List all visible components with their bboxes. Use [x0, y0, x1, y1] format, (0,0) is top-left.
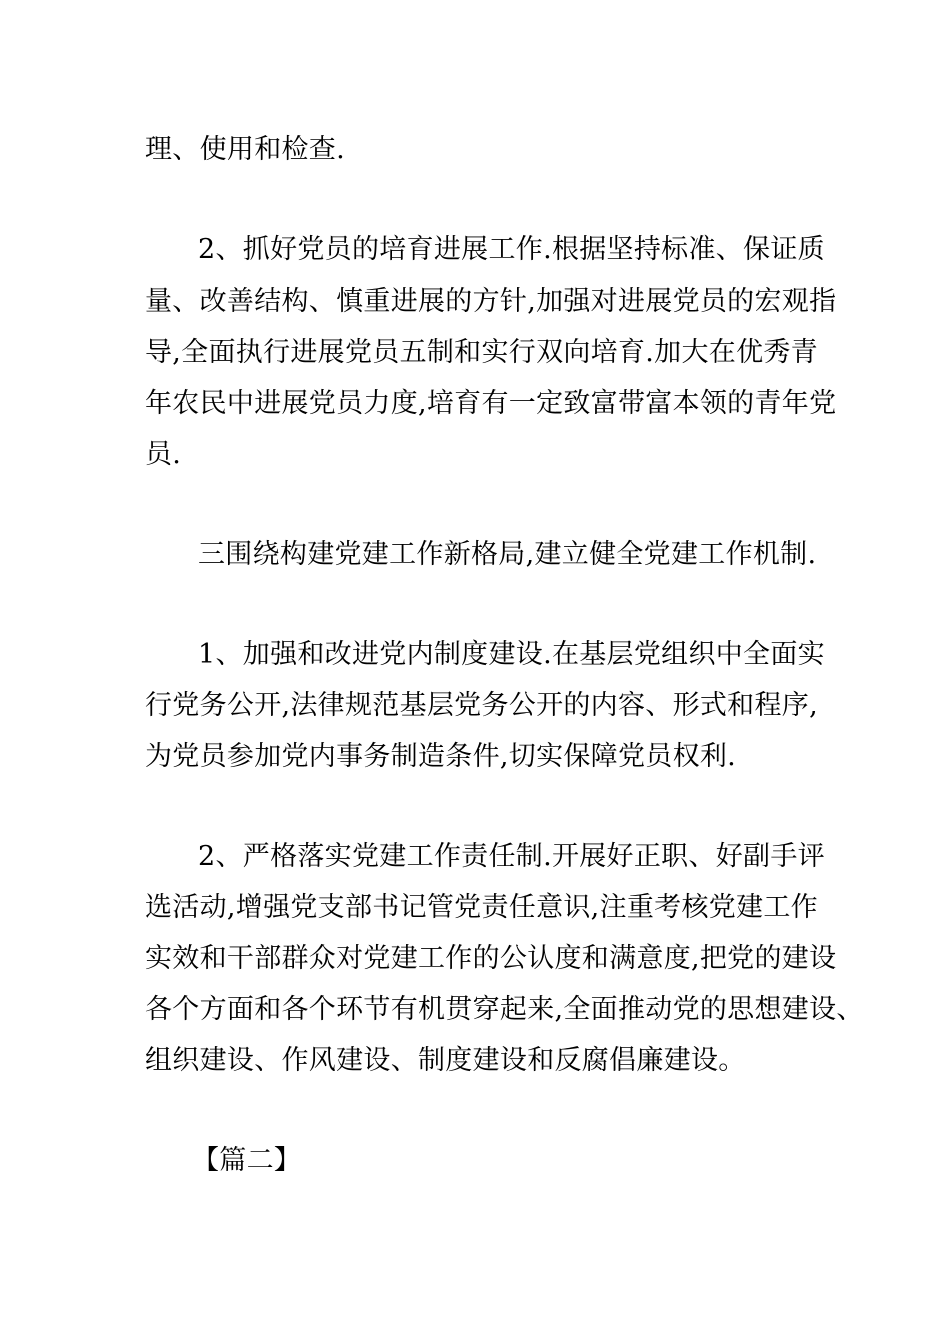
text-line: 年农民中进展党员力度,培育有一定致富带富本领的青年党: [145, 388, 837, 419]
text-line: 导,全面执行进展党员五制和实行双向培育.加大在优秀青: [145, 337, 818, 368]
paragraph-first-line: 1、加强和改进党内制度建设.在基层党组织中全面实: [198, 639, 825, 670]
text-line: 量、改善结构、慎重进展的方针,加强对进展党员的宏观指: [145, 286, 837, 317]
text-line: 理、使用和检查.: [145, 134, 345, 165]
text-line: 组织建设、作风建设、制度建设和反腐倡廉建设。: [145, 1045, 746, 1076]
text-line: 行党务公开,法律规范基层党务公开的内容、形式和程序,: [145, 690, 818, 721]
chapter-heading: 【篇二】: [192, 1145, 302, 1176]
section-heading: 三围绕构建党建工作新格局,建立健全党建工作机制.: [198, 539, 817, 570]
text-line: 员.: [145, 439, 182, 470]
text-line: 各个方面和各个环节有机贯穿起来,全面推动党的思想建设、: [145, 994, 864, 1025]
text-line: 选活动,增强党支部书记管党责任意识,注重考核党建工作: [145, 892, 818, 923]
text-line: 为党员参加党内事务制造条件,切实保障党员权利.: [145, 741, 737, 772]
paragraph-first-line: 2、抓好党员的培育进展工作.根据坚持标准、保证质: [198, 234, 825, 265]
paragraph-first-line: 2、严格落实党建工作责任制.开展好正职、好副手评: [198, 841, 825, 872]
text-line: 实效和干部群众对党建工作的公认度和满意度,把党的建设: [145, 943, 837, 974]
